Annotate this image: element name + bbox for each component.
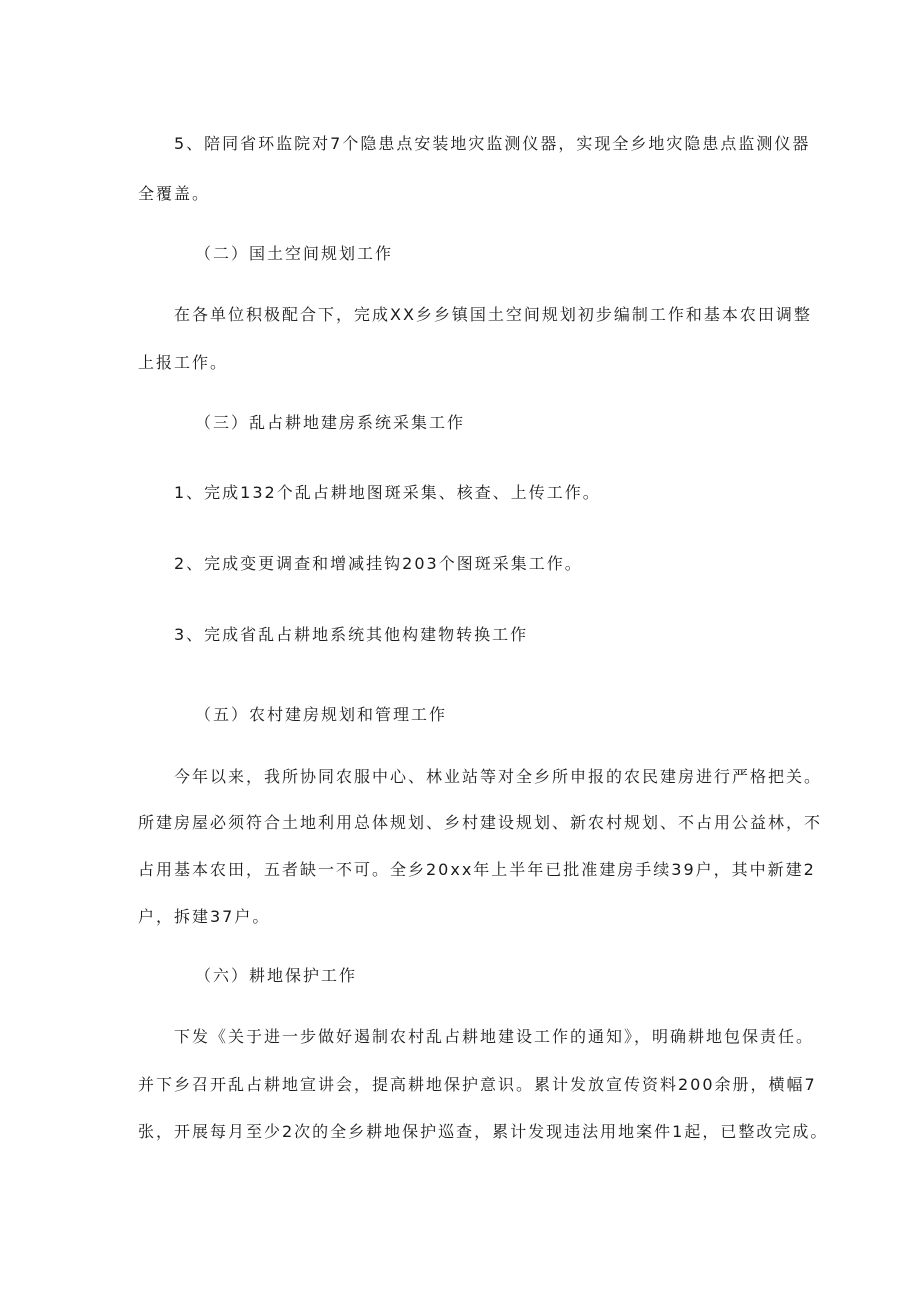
section2-para-line1: 在各单位积极配合下，完成XX乡乡镇国土空间规划初步编制工作和基本农田调整: [174, 305, 812, 324]
section5-line3: 占用基本农田，五者缺一不可。全乡20xx年上半年已批准建房手续39户，其中新建2: [138, 860, 816, 879]
section2-para-line2: 上报工作。: [138, 353, 229, 372]
section2-heading: （二）国土空间规划工作: [195, 244, 394, 263]
section3-item-2: 2、完成变更调查和增减挂钩203个图斑采集工作。: [174, 554, 583, 573]
section3-item-3: 3、完成省乱占耕地系统其他构建物转换工作: [174, 625, 529, 644]
section6-line1: 下发《关于进一步做好遏制农村乱占耕地建设工作的通知》，明确耕地包保责任。: [174, 1027, 815, 1046]
section5-line1: 今年以来，我所协同农服中心、林业站等对全乡所申报的农民建房进行严格把关。: [174, 767, 823, 786]
section6-heading: （六）耕地保护工作: [195, 966, 358, 985]
section3-heading: （三）乱占耕地建房系统采集工作: [195, 413, 466, 432]
item5-line2: 全覆盖。: [138, 184, 211, 203]
section6-line3: 张，开展每月至少2次的全乡耕地保护巡查，累计发现违法用地案件1起，已整改完成。: [138, 1122, 829, 1141]
item5-line1: 5、陪同省环监院对7个隐患点安装地灾监测仪器，实现全乡地灾隐患点监测仪器: [174, 134, 811, 153]
section5-line2: 所建房屋必须符合土地利用总体规划、乡村建设规划、新农村规划、不占用公益林，不: [138, 813, 823, 832]
section3-item-1: 1、完成132个乱占耕地图斑采集、核查、上传工作。: [174, 483, 601, 502]
section5-line4: 户，拆建37户。: [138, 907, 271, 926]
section5-heading: （五）农村建房规划和管理工作: [195, 705, 448, 724]
section6-line2: 并下乡召开乱占耕地宣讲会，提高耕地保护意识。累计发放宣传资料200余册，横幅7: [138, 1075, 817, 1094]
